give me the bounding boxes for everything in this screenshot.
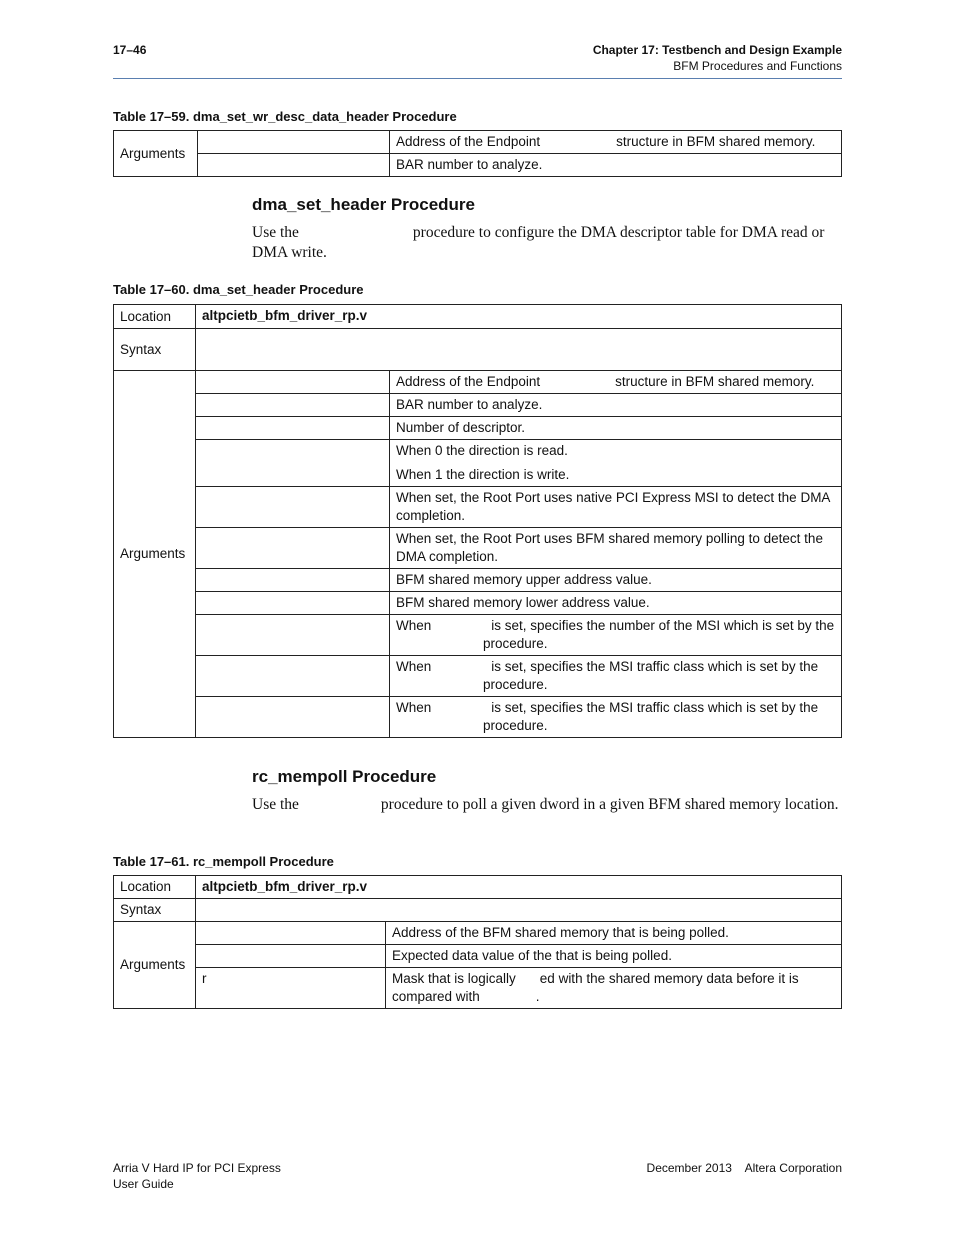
arg-description: BFM shared memory lower address value.	[390, 592, 842, 615]
section-heading-dma-set-header: dma_set_header Procedure	[252, 195, 475, 214]
footer-left	[113, 1160, 281, 1192]
page-number: 17–46	[113, 43, 147, 57]
table-caption-61: Table 17–61. rc_mempoll Procedure	[113, 854, 334, 869]
arguments-label: Arguments	[114, 131, 198, 177]
arg-name	[196, 487, 390, 528]
arg-description: When is set, specifies the MSI traffic class which is set by the procedure.	[390, 656, 842, 697]
location-label: Location	[114, 876, 196, 899]
arguments-label: Arguments	[114, 922, 196, 1009]
arg-description: When set, the Root Port uses native PCI Express MSI to detect the DMA completion.	[390, 487, 842, 528]
syntax-label: Syntax	[114, 899, 196, 922]
section-paragraph: Use the procedure to poll a given dword in a given BFM shared memory location.	[252, 796, 839, 813]
footer-right: December 2013 Altera Corporation	[646, 1161, 842, 1175]
arg-name	[196, 528, 390, 569]
arg-description: When is set, specifies the number of the MSI which is set by the procedure.	[390, 615, 842, 656]
arg-name	[196, 417, 390, 440]
arg-name	[196, 615, 390, 656]
arg-name	[196, 569, 390, 592]
table-61	[113, 875, 842, 1009]
direction-read-note: When 0 the direction is read.	[396, 443, 568, 458]
location-value: altpcietb_bfm_driver_rp.v	[196, 305, 842, 329]
arg-description: When set, the Root Port uses BFM shared memory polling to detect the DMA completion.	[390, 528, 842, 569]
arg-description: Mask that is logically ed with the shared memory data before it is compared with .	[386, 968, 842, 1009]
arg-name	[196, 922, 386, 945]
table-60	[113, 304, 842, 738]
arg-name	[196, 371, 390, 394]
arg-description: Number of descriptor.	[390, 417, 842, 440]
footer-doc-type: User Guide	[113, 1177, 174, 1191]
arg-description	[390, 440, 842, 487]
arg-name	[196, 394, 390, 417]
table-59	[113, 130, 842, 177]
arg-description: Address of the BFM shared memory that is being polled.	[386, 922, 842, 945]
section-paragraph: Use the procedure to configure the DMA descriptor table for DMA read or DMA write.	[252, 224, 825, 261]
arg-description: Address of the Endpoint structure in BFM shared memory.	[390, 371, 842, 394]
syntax-label: Syntax	[114, 329, 196, 371]
table-caption-59: Table 17–59. dma_set_wr_desc_data_header Procedure	[113, 109, 457, 124]
footer-product: Arria V Hard IP for PCI Express	[113, 1161, 281, 1175]
arg-description: BAR number to analyze.	[390, 394, 842, 417]
arg-description: BFM shared memory upper address value.	[390, 569, 842, 592]
direction-write-note: When 1 the direction is write.	[396, 467, 570, 482]
arg-description: Address of the Endpoint structure in BFM shared memory.	[390, 131, 842, 154]
location-value: altpcietb_bfm_driver_rp.v	[196, 876, 842, 899]
arg-description: Expected data value of the that is being polled.	[386, 945, 842, 968]
arg-description: BAR number to analyze.	[390, 154, 842, 177]
arg-description: When is set, specifies the MSI traffic class which is set by the procedure.	[390, 697, 842, 738]
arg-name	[196, 697, 390, 738]
section-heading-rc-mempoll: rc_mempoll Procedure	[252, 767, 437, 786]
header-rule	[113, 78, 842, 79]
chapter-title: Chapter 17: Testbench and Design Example	[592, 43, 842, 57]
arg-name	[198, 154, 390, 177]
arg-name	[198, 131, 390, 154]
arg-name: r	[196, 968, 386, 1009]
location-label: Location	[114, 305, 196, 329]
table-caption-60: Table 17–60. dma_set_header Procedure	[113, 282, 364, 297]
section-title: BFM Procedures and Functions	[673, 59, 842, 73]
arg-name	[196, 945, 386, 968]
arg-name	[196, 592, 390, 615]
arguments-label: Arguments	[114, 371, 196, 738]
syntax-value	[196, 899, 842, 922]
arg-name	[196, 440, 390, 487]
syntax-value	[196, 329, 842, 371]
arg-name	[196, 656, 390, 697]
